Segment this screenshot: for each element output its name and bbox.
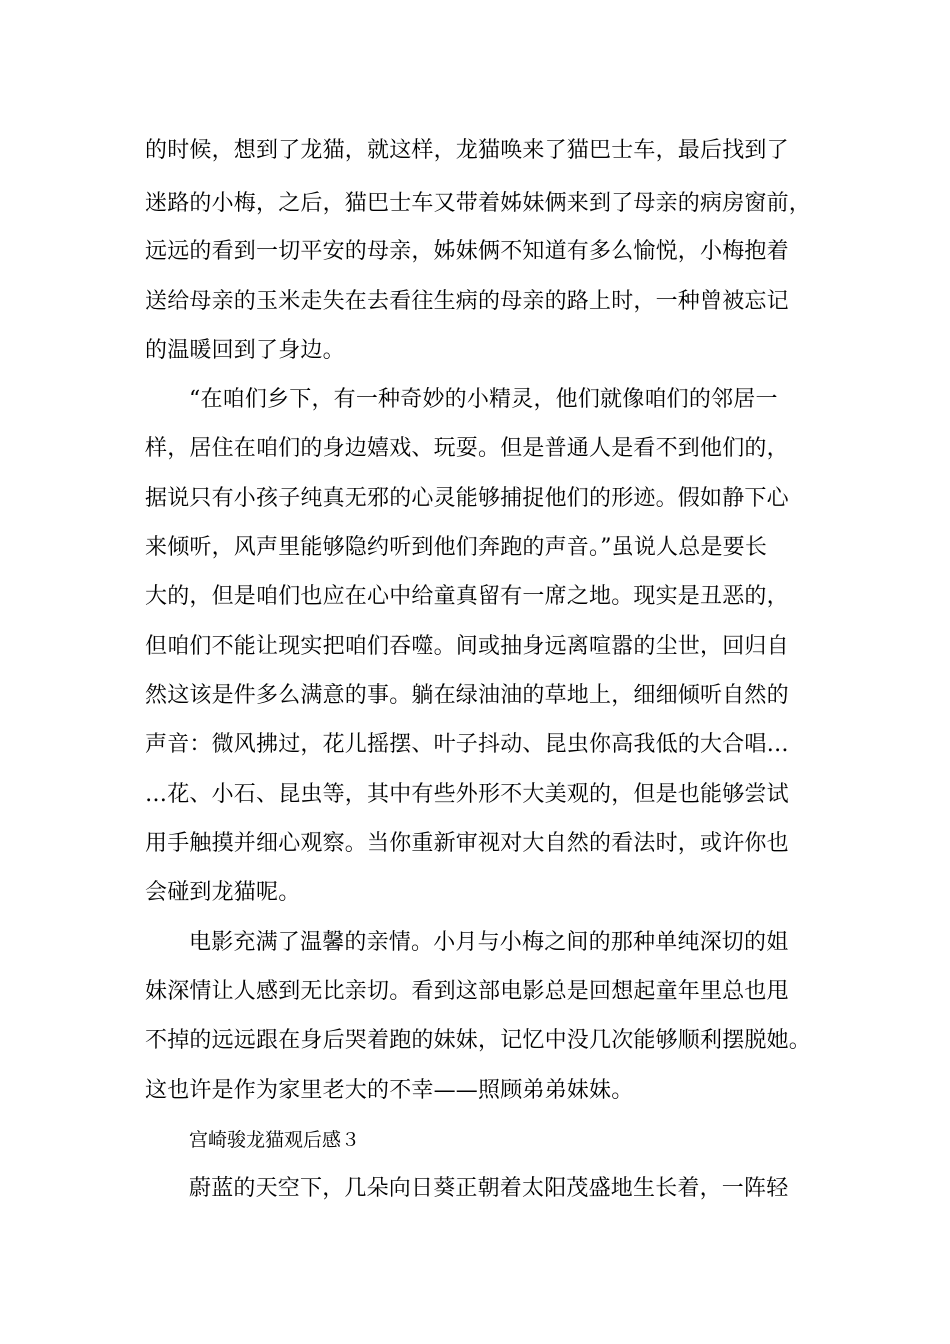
paragraph-2-line-6: 但咱们不能让现实把咱们吞噬。间或抽身远离喧嚣的尘世，回归自 <box>145 634 789 659</box>
paragraph-1-line-2: 迷路的小梅，之后，猫巴士车又带着姊妹俩来到了母亲的病房窗前， <box>145 191 812 216</box>
paragraph-2-line-9: …花、小石、昆虫等，其中有些外形不大美观的，但是也能够尝试 <box>145 782 789 807</box>
paragraph-3-line-3: 不掉的远远跟在身后哭着跑的妹妹，记忆中没几次能够顺利摆脱她。 <box>145 1028 812 1053</box>
paragraph-2-line-2: 样，居住在咱们的身边嬉戏、玩耍。但是普通人是看不到他们的， <box>145 436 789 461</box>
paragraph-1-line-1: 的时候，想到了龙猫，就这样，龙猫唤来了猫巴士车，最后找到了 <box>145 138 789 163</box>
paragraph-2-line-7: 然这该是件多么满意的事。躺在绿油油的草地上，细细倾听自然的 <box>145 683 789 708</box>
paragraph-2-line-8: 声音：微风拂过，花儿摇摆、叶子抖动、昆虫你高我低的大合唱… <box>145 732 789 757</box>
paragraph-2-line-10: 用手触摸并细心观察。当你重新审视对大自然的看法时，或许你也 <box>145 831 789 856</box>
paragraph-2-line-3: 据说只有小孩子纯真无邪的心灵能够捕捉他们的形迹。假如静下心 <box>145 486 789 511</box>
section-heading: 宫崎骏龙猫观后感３ <box>189 1129 361 1151</box>
paragraph-2-line-4: 来倾听，风声里能够隐约听到他们奔跑的声音。”虽说人总是要长 <box>145 535 768 560</box>
paragraph-3-line-1: 电影充满了温馨的亲情。小月与小梅之间的那种单纯深切的姐 <box>189 930 789 955</box>
paragraph-3-line-4: 这也许是作为家里老大的不幸——照顾弟弟妹妹。 <box>145 1078 634 1103</box>
paragraph-1-line-5: 的温暖回到了身边。 <box>145 338 345 363</box>
paragraph-2-line-11: 会碰到龙猫呢。 <box>145 880 301 905</box>
paragraph-3-line-2: 妹深情让人感到无比亲切。看到这部电影总是回想起童年里总也甩 <box>145 979 789 1004</box>
paragraph-1-line-3: 远远的看到一切平安的母亲，姊妹俩不知道有多么愉悦，小梅抱着 <box>145 239 789 264</box>
paragraph-4-line-1: 蔚蓝的天空下，几朵向日葵正朝着太阳茂盛地生长着，一阵轻 <box>189 1176 789 1201</box>
paragraph-2-line-5: 大的，但是咱们也应在心中给童真留有一席之地。现实是丑恶的， <box>145 584 789 609</box>
paragraph-2-line-1: “在咱们乡下，有一种奇妙的小精灵，他们就像咱们的邻居一 <box>189 387 778 412</box>
paragraph-1-line-4: 送给母亲的玉米走失在去看往生病的母亲的路上时，一种曾被忘记 <box>145 289 789 314</box>
